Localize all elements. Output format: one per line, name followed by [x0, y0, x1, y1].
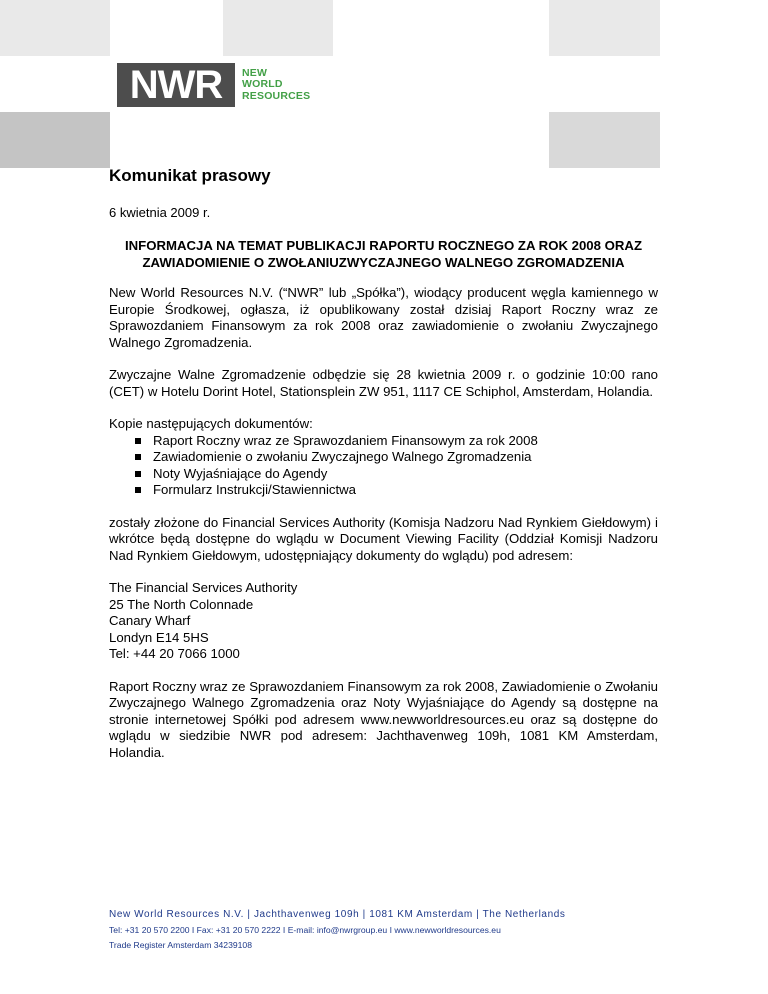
- list-item: [135, 433, 658, 450]
- decor-square-top-left: [0, 0, 110, 56]
- documents-intro: Kopie następujących dokumentów:: [109, 416, 313, 431]
- list-item-text: Formularz Instrukcji/Stawiennictwa: [153, 482, 357, 497]
- logo-wordmark: [242, 68, 310, 103]
- footer-trade-register: Trade Register Amsterdam 34239108: [109, 940, 252, 950]
- bullet-icon: [135, 454, 141, 460]
- footer-contact: Tel: +31 20 570 2200 I Fax: +31 20 570 2222 I E-mail: info@nwrgroup.eu I www.newworldresources.eu: [109, 925, 501, 935]
- documents-list: [109, 433, 658, 499]
- page-title: Komunikat prasowy: [109, 166, 271, 185]
- nwr-logo: [117, 63, 310, 107]
- footer-company-address: New World Resources N.V. | Jachthavenweg 109h | 1081 KM Amsterdam | The Netherlands: [109, 909, 566, 920]
- decor-square-mid-left: [0, 112, 110, 168]
- logo-word-new: NEW: [242, 66, 268, 79]
- address-phone: Tel: +44 20 7066 1000: [109, 646, 240, 661]
- headline: INFORMACJA NA TEMAT PUBLIKACJI RAPORTU ROCZNEGO ZA ROK 2008 ORAZ ZAWIADOMIENIE O ZWOŁANIUZWYCZAJNEGO WALNEGO ZGROMADZENIA: [124, 238, 642, 270]
- bullet-icon: [135, 487, 141, 493]
- decor-square-top-mid: [223, 0, 333, 56]
- logo-word-resources: RESOURCES: [242, 89, 311, 102]
- list-item-text: Noty Wyjaśniające do Agendy: [153, 465, 328, 481]
- address-line: Canary Wharf: [109, 613, 191, 628]
- paragraph-filed: zostały złożone do Financial Services Authority (Komisja Nadzoru Nad Rynkiem Giełdowym) i wkrótce będą dostępne do wglądu w Document Viewing Facility (Oddział Komisji Nadzoru Nad Rynkiem Giełdowym, udostępniający dokumenty do wglądu) pod adresem:: [109, 514, 658, 563]
- logo-word-world: WORLD: [242, 78, 283, 91]
- press-date: 6 kwietnia 2009 r.: [109, 205, 211, 220]
- bullet-icon: [135, 438, 141, 444]
- list-item-text: Raport Roczny wraz ze Sprawozdaniem Finansowym za rok 2008: [153, 432, 538, 448]
- list-item: [135, 449, 658, 466]
- paragraph-availability: Raport Roczny wraz ze Sprawozdaniem Finansowym za rok 2008, Zawiadomienie o Zwołaniu Zwyczajnego Walnego Zgromadzenia oraz Noty Wyjaśniające do Agendy są dostępne na stronie internetowej Spółki pod adresem www.newworldresources.eu oraz są dostępne do wglądu w siedzibie NWR pod adresem: Jachthavenweg 109h, 1081 KM Amsterdam, Holandia.: [109, 678, 658, 760]
- bullet-icon: [135, 471, 141, 477]
- list-item-text: Zawiadomienie o zwołaniu Zwyczajnego Walnego Zgromadzenia: [153, 449, 532, 464]
- list-item: [135, 466, 658, 483]
- address-block: [109, 580, 658, 663]
- footer: [109, 908, 669, 952]
- press-release-body: [109, 160, 658, 761]
- list-item: [135, 482, 658, 499]
- address-line: The Financial Services Authority: [109, 580, 298, 595]
- paragraph-meeting: Zwyczajne Walne Zgromadzenie odbędzie się 28 kwietnia 2009 r. o godzinie 10:00 rano (CET) w Hotelu Dorint Hotel, Stationsplein ZW 951, 1117 CE Schiphol, Amsterdam, Holandia.: [109, 367, 658, 399]
- decor-square-top-right: [549, 0, 660, 56]
- paragraph-intro: New World Resources N.V. (“NWR” lub „Spółka”), wiodący producent węgla kamiennego w Europie Środkowej, ogłasza, iż opublikowany został dzisiaj Raport Roczny wraz ze Sprawozdaniem Finansowym za rok 2008 oraz zawiadomienie o zwołaniu Zwyczajnego Walnego Zgromadzenia.: [109, 285, 658, 350]
- logo-mark: NWR: [117, 63, 235, 107]
- address-line: Londyn E14 5HS: [109, 629, 209, 645]
- address-line: 25 The North Colonnade: [109, 596, 254, 612]
